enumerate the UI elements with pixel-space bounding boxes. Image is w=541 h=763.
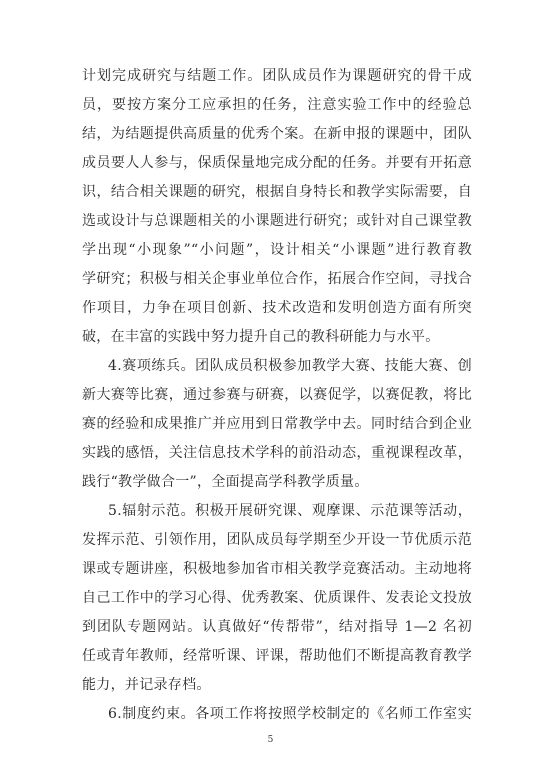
text-line: 发挥示范、引领作用，团队成员每学期至少开设一节优质示范 [82,532,472,548]
paragraph-heading-line: 5.辐射示范。积极开展研究课、观摩课、示范课等活动， [108,503,472,519]
text-line: 破，在丰富的实践中努力提升自己的教科研能力与水平。 [82,329,440,345]
paragraph-heading-line: 6.制度约束。各项工作将按照学校制定的《名师工作室实 [108,706,472,722]
text-line: 课或专题讲座，积极地参加省市相关教学竞赛活动。主动地将 [82,561,472,577]
text-line: 作项目，力争在项目创新、技术改造和发明创造方面有所突 [82,300,472,316]
text-line: 员，要按方案分工应承担的任务，注意实验工作中的经验总 [82,97,472,113]
paragraph-heading-line: 4.赛项练兵。团队成员积极参加教学大赛、技能大赛、创 [108,358,472,374]
text-line: 能力，并记录存档。 [82,677,211,693]
text-line: 学研究；积极与相关企事业单位合作，拓展合作空间，寻找合 [82,271,472,287]
text-line: 实践的感悟，关注信息技术学科的前沿动态，重视课程改革， [82,445,472,461]
text-line: 计划完成研究与结题工作。团队成员作为课题研究的骨干成 [82,68,472,84]
text-line: 自己工作中的学习心得、优秀教案、优质课件、发表论文投放 [82,590,472,606]
text-line: 践行“教学做合一”，全面提高学科教学质量。 [82,474,369,490]
text-line: 到团队专题网站。认真做好“传帮带”，结对指导 1—2 名初 [82,619,472,635]
text-line: 成员要人人参与，保质保量地完成分配的任务。并要有开拓意 [82,155,472,171]
text-line: 任或青年教师，经常听课、评课，帮助他们不断提高教育教学 [82,648,472,664]
text-line: 新大赛等比赛，通过参赛与研赛，以赛促学，以赛促教，将比 [82,387,472,403]
text-line: 学出现“小现象”“小问题”，设计相关“小课题”进行教育教 [82,242,472,258]
text-line: 选或设计与总课题相关的小课题进行研究；或针对自己课堂教 [82,213,472,229]
text-line: 赛的经验和成果推广并应用到日常教学中去。同时结合到企业 [82,416,472,432]
text-line: 结，为结题提供高质量的优秀个案。在新申报的课题中，团队 [82,126,472,142]
text-line: 识，结合相关课题的研究，根据自身特长和教学实际需要，自 [82,184,472,200]
page-number: 5 [267,735,274,745]
